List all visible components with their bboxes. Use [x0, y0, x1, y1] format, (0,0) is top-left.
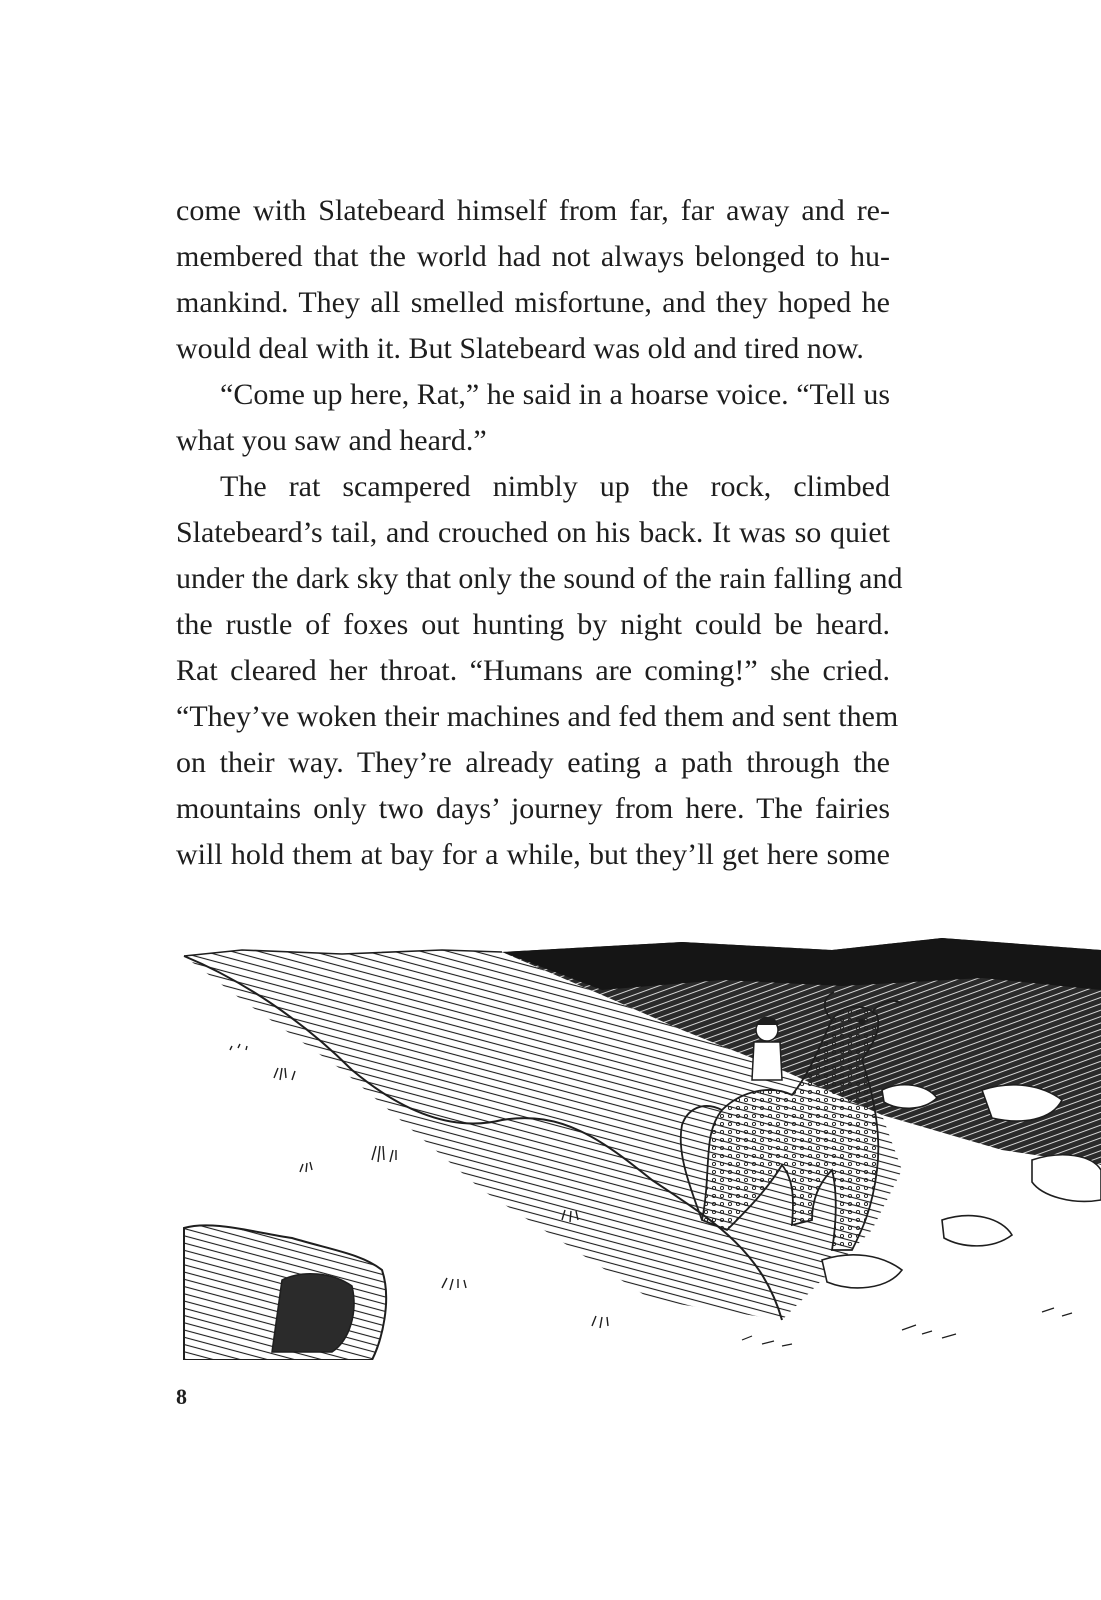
- text-line: under the dark sky that only the sound of the rain falling and: [176, 562, 903, 595]
- text-line: “They’ve woken their machines and fed them and sent them: [176, 700, 899, 733]
- page-number: 8: [176, 1384, 187, 1409]
- dragon-landscape-illustration: [182, 920, 1101, 1360]
- text-line: The rat scampered nimbly up the rock, climbed: [220, 470, 890, 503]
- text-line: “Come up here, Rat,” he said in a hoarse voice. “Tell us: [220, 378, 890, 411]
- text-line: Rat cleared her throat. “Humans are coming!” she cried.: [176, 654, 890, 687]
- text-line: the rustle of foxes out hunting by night could be heard.: [176, 608, 890, 641]
- text-line: membered that the world had not always belonged to hu-: [176, 240, 890, 273]
- text-line: will hold them at bay for a while, but they’ll get here some: [176, 838, 890, 871]
- text-line: mankind. They all smelled misfortune, and they hoped he: [176, 286, 890, 319]
- text-line: mountains only two days’ journey from here. The fairies: [176, 792, 890, 825]
- text-line: would deal with it. But Slatebeard was old and tired now.: [176, 332, 864, 365]
- text-line: on their way. They’re already eating a path through the: [176, 746, 890, 779]
- text-line: Slatebeard’s tail, and crouched on his back. It was so quiet: [176, 516, 890, 549]
- text-line: what you saw and heard.”: [176, 424, 487, 457]
- body-text: [176, 188, 903, 878]
- text-line: come with Slatebeard himself from far, far away and re-: [176, 194, 890, 227]
